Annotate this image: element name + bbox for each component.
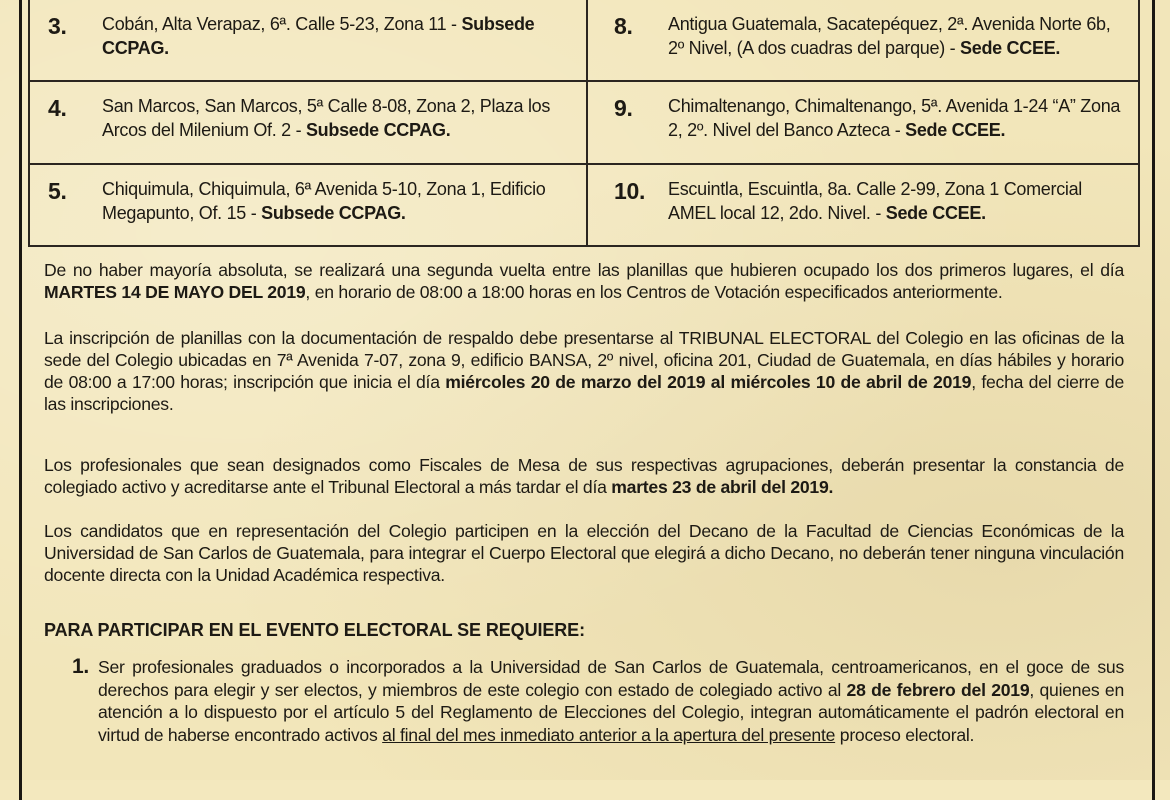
seat-label: Sede CCEE.: [885, 203, 986, 223]
requirements-heading: PARA PARTICIPAR EN EL EVENTO ELECTORAL SE REQUIERE:: [44, 620, 585, 640]
seat-label: Subsede CCPAG.: [102, 14, 535, 58]
item-number: 8.: [614, 13, 633, 39]
underlined-text: al final del mes inmediato anterior a la apertura del presente: [382, 724, 836, 745]
item-text: [102, 12, 576, 60]
address-text: Chiquimula, Chiquimula, 6ª Avenida 5-10, Zona 1, Edificio Megapunto, Of. 15 -: [102, 179, 546, 223]
seat-label: Subsede CCPAG.: [305, 120, 451, 140]
paragraph-text: , fecha del cierre de las inscripciones.: [44, 372, 1124, 414]
address-text: Cobán, Alta Verapaz, 6ª. Calle 5-23, Zona 11 -: [102, 14, 462, 34]
address-text: Escuintla, Escuintla, 8a. Calle 2-99, Zona 1 Comercial AMEL local 12, 2do. Nivel. -: [668, 179, 1083, 223]
item-text: [668, 12, 1128, 60]
address-text: San Marcos, San Marcos, 5ª Calle 8-08, Zona 2, Plaza los Arcos del Milenium Of. 2 -: [102, 96, 551, 140]
paragraph-text: Los profesionales que sean designados como Fiscales de Mesa de sus respectivas agrupaciones, deberán presentar la constancia de colegiado activo y acreditarse ante el Tribunal Electoral a más tardar el día: [44, 455, 1124, 497]
item-number: 3.: [48, 13, 67, 39]
item-number: 9.: [614, 95, 633, 121]
requirement-text: [98, 656, 1124, 746]
runoff-paragraph: [44, 259, 1124, 303]
paragraph-text: Los candidatos que en representación del Colegio participen en la elección del Decano de la Facultad de Ciencias Económicas de la Universidad de San Carlos de Guatemala, para integrar el Cuerpo Electoral que elegirá a dicho Decano, no deberán tener ninguna vinculación docente directa con la Unidad Académica respectiva.: [44, 521, 1124, 585]
requirement-text-part: proceso electoral.: [835, 724, 975, 745]
requirement-number: 1.: [72, 655, 90, 678]
cutoff-date: 28 de febrero del 2019: [846, 679, 1030, 700]
item-text: [102, 177, 576, 225]
seat-label: Sede CCEE.: [960, 38, 1061, 58]
runoff-date: MARTES 14 DE MAYO DEL 2019: [44, 282, 306, 302]
requirement-text-part: Ser profesionales graduados o incorporados a la Universidad de San Carlos de Guatemala, centroamericanos, en el goce de sus derechos para elegir y ser electos, y miembros de este colegio con estado de colegiado activo al: [98, 657, 1124, 700]
registration-dates: miércoles 20 de marzo del 2019 al miércoles 10 de abril de 2019: [445, 372, 972, 392]
registration-paragraph: [44, 327, 1124, 415]
candidates-paragraph: [44, 520, 1124, 586]
voting-center-cell: [588, 165, 1138, 245]
paragraph-text: La inscripción de planillas con la documentación de respaldo debe presentarse al TRIBUNAL ELECTORAL del Colegio en las oficinas de la sede del Colegio ubicadas en 7ª Avenida 7-07, zona 9, edificio BANSA, 2º nivel, oficina 201, Ciudad de Guatemala, en días hábiles y horario de 08:00 a 17:00 horas; inscripción que inicia el día: [44, 328, 1124, 392]
item-number: 4.: [48, 95, 67, 121]
item-text: [668, 94, 1128, 142]
item-number: 10.: [614, 178, 646, 204]
seat-label: Subsede CCPAG.: [261, 203, 406, 223]
voting-centers-table: [28, 0, 1140, 247]
voting-center-cell: [588, 82, 1138, 165]
fiscales-paragraph: [44, 454, 1124, 498]
voting-center-cell: [588, 0, 1138, 82]
voting-center-cell: [30, 82, 588, 165]
requirement-text-part: , quienes en atención a lo dispuesto por el artículo 5 del Reglamento de Elecciones del Colegio, integran automáticamente el padrón electoral en virtud de haberse encontrado activos: [98, 679, 1124, 745]
item-text: [102, 94, 576, 142]
seat-label: Sede CCEE.: [905, 120, 1006, 140]
item-number: 5.: [48, 178, 67, 204]
paragraph-text: De no haber mayoría absoluta, se realizará una segunda vuelta entre las planillas que hubieren ocupado los dos primeros lugares, el día: [44, 260, 1124, 280]
item-text: [668, 177, 1128, 225]
address-text: Chimaltenango, Chimaltenango, 5ª. Avenida 1-24 “A” Zona 2, 2º. Nivel del Banco Azteca -: [668, 96, 1121, 140]
address-text: Antigua Guatemala, Sacatepéquez, 2ª. Avenida Norte 6b, 2º Nivel, (A dos cuadras del parque) -: [668, 14, 1111, 58]
accreditation-date: martes 23 de abril del 2019.: [611, 477, 834, 497]
voting-center-cell: [30, 165, 588, 245]
paragraph-text: , en horario de 08:00 a 18:00 horas en los Centros de Votación especificados anteriormente.: [305, 282, 1003, 302]
voting-center-cell: [30, 0, 588, 82]
